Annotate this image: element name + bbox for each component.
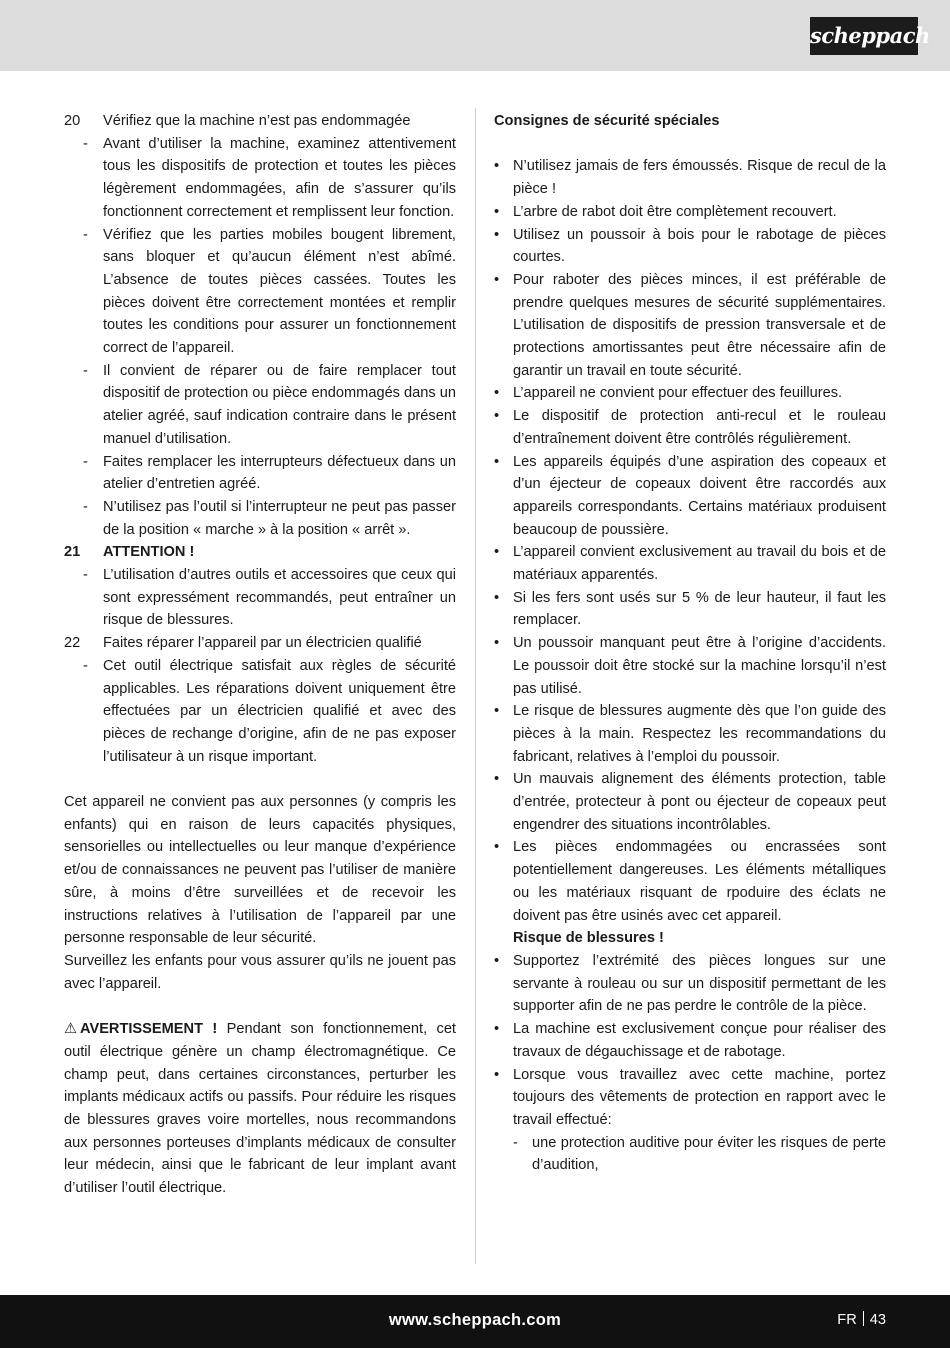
- bullet-item: • Pour raboter des pièces minces, il est préférable de prendre quelques mesures de sécurité supplémentaires. L’utilisation de dispositifs de pression transversale et de protections amortissantes peut être nécessaire afin de garantir un travail en toute sécurité.: [494, 269, 886, 383]
- bullet-marker: •: [494, 1021, 500, 1038]
- bullet-marker: •: [494, 589, 500, 606]
- item-title: Vérifiez que la machine n’est pas endommagée: [103, 113, 411, 129]
- paragraph-persons: Cet appareil ne convient pas aux personnes (y compris les enfants) qui en raison de leurs capacités physiques, sensorielles ou intellectuelles ou leur manque d’expérience et/ou de connaissances ne peuvent pas l’utiliser de manière sûre, à moins d’être surveillées et de recevoir les instructions relatives à l’utilisation de l’appareil par une personne responsable de leur sécurité.: [64, 794, 456, 947]
- page-header: [0, 0, 950, 71]
- bullet-item: • Un mauvais alignement des éléments protection, table d’entrée, protecteur à pont ou éjecteur de copeaux peut engendrer des situations incontrôlables.: [494, 768, 886, 836]
- bullet-marker: •: [494, 635, 500, 652]
- language-code: FR: [837, 1312, 857, 1328]
- bullet-marker: •: [494, 226, 500, 243]
- right-column: [494, 110, 886, 1177]
- warning-paragraph: [64, 1018, 456, 1200]
- sub-dash-item: - une protection auditive pour éviter les risques de perte d’audition,: [494, 1132, 886, 1177]
- left-column: [64, 110, 456, 1200]
- website-link[interactable]: www.scheppach.com: [388, 1311, 562, 1329]
- dash-marker: -: [83, 453, 88, 470]
- bullet-item: • Les appareils équipés d’une aspiration des copeaux et d’un éjecteur de copeaux doivent être raccordés aux appareils correspondants. Certains matériaux produisent beaucoup de poussière.: [494, 451, 886, 542]
- bullet-item: • N’utilisez jamais de fers émoussés. Risque de recul de la pièce !: [494, 155, 886, 200]
- dash-item: - Avant d’utiliser la machine, examinez attentivement tous les dispositifs de protection et toutes les pièces légèrement endommagées, afin de s’assurer qu’ils fonctionnent correctement et remplissent leur fonction.: [64, 133, 456, 224]
- warning-label: AVERTISSEMENT !: [80, 1021, 218, 1038]
- bullet-marker: •: [494, 544, 500, 561]
- bullet-marker: •: [494, 771, 500, 788]
- dash-marker: -: [83, 567, 88, 584]
- paragraph-children: Surveillez les enfants pour vous assurer qu’ils ne jouent pas avec l’appareil.: [64, 953, 456, 992]
- bullet-item: • L’arbre de rabot doit être complètement recouvert.: [494, 201, 886, 224]
- numbered-item-21: [64, 541, 456, 564]
- bullet-item: • L’appareil ne convient pour effectuer des feuillures.: [494, 382, 886, 405]
- dash-marker: -: [513, 1134, 518, 1151]
- numbered-item-20: [64, 110, 456, 133]
- warning-triangle-icon: ⚠: [64, 1021, 78, 1038]
- dash-item: - Cet outil électrique satisfait aux règles de sécurité applicables. Les réparations doivent uniquement être effectuées par un électricien qualifié et avec des pièces de rechange d’origine, afin de ne pas exposer l’utilisateur à un risque important.: [64, 655, 456, 769]
- bullet-item: • Supportez l’extrémité des pièces longues sur une servante à rouleau ou sur un dispositif permettant de les supporter afin de ne pas perdre le contrôle de la pièce.: [494, 950, 886, 1018]
- dash-item: - Vérifiez que les parties mobiles bougent librement, sans bloquer et qu’aucun élément n’est abîmé. L’absence de toutes pièces cassées. Toutes les pièces doivent être correctement montées et remplir toutes les conditions pour assurer un fonctionnement correct de l’appareil.: [64, 224, 456, 360]
- item-title: Faites réparer l’appareil par un électricien qualifié: [103, 635, 422, 652]
- page-indicator: [837, 1309, 886, 1331]
- dash-marker: -: [83, 498, 88, 515]
- bullet-marker: •: [494, 453, 500, 470]
- dash-item: - N’utilisez pas l’outil si l’interrupteur ne peut pas passer de la position « marche » à la position « arrêt ».: [64, 496, 456, 541]
- page-footer: [0, 1295, 950, 1348]
- bullet-marker: •: [494, 203, 500, 220]
- dash-marker: -: [83, 657, 88, 674]
- bullet-item: • L’appareil convient exclusivement au travail du bois et de matériaux apparentés.: [494, 541, 886, 586]
- numbered-item-22: [64, 632, 456, 655]
- bullet-item: • Un poussoir manquant peut être à l’origine d’accidents. Le poussoir doit être stocké sur la machine lorsqu’il n’est pas utilisé.: [494, 632, 886, 700]
- bullet-marker: •: [494, 408, 500, 425]
- bullet-marker: •: [494, 385, 500, 402]
- dash-item: - L’utilisation d’autres outils et accessoires que ceux qui sont expressément recommandés, peut entraîner un risque de blessures.: [64, 564, 456, 632]
- dash-marker: -: [83, 226, 88, 243]
- page-number: 43: [869, 1312, 886, 1328]
- warning-text: Pendant son fonctionnement, cet outil électrique génère un champ électromagnétique. Ce champ peut, dans certaines circonstances, perturber les implants médicaux actifs ou passifs. Pour réduire les risques de blessures graves voire mortelles, nous recommandons aux personnes porteuses d’implants médicaux de consulter leur médecin, ainsi que le fabricant de leur implant avant d’utiliser l’outil électrique.: [64, 1021, 456, 1197]
- injury-risk-label: Risque de blessures !: [513, 930, 664, 947]
- item-number: 20: [64, 113, 81, 129]
- bullet-item: • Lorsque vous travaillez avec cette machine, portez toujours des vêtements de protection en rapport avec le travail effectué:: [494, 1064, 886, 1132]
- bullet-item: • Le risque de blessures augmente dès que l’on guide des pièces à la main. Respectez les recommandations du fabricant, relatives à l’emploi du poussoir.: [494, 700, 886, 768]
- bullet-marker: •: [494, 1066, 500, 1083]
- bullet-marker: •: [494, 271, 500, 288]
- brand-logo[interactable]: scheppach: [810, 17, 918, 55]
- item-number: 22: [64, 635, 81, 652]
- bullet-item: • Les pièces endommagées ou encrassées sont potentiellement dangereuses. Les éléments métalliques ou les matériaux risquant de rpoduire des éclats ne doivent pas être usinés avec cet appareil. Risque de blessures !: [494, 836, 886, 950]
- dash-marker: -: [83, 362, 88, 379]
- bullet-item: • Si les fers sont usés sur 5 % de leur hauteur, il faut les remplacer.: [494, 587, 886, 632]
- bullet-item: • Le dispositif de protection anti-recul et le rouleau d’entraînement doivent être contrôlés régulièrement.: [494, 405, 886, 450]
- dash-item: - Faites remplacer les interrupteurs défectueux dans un atelier d’entretien agréé.: [64, 451, 456, 496]
- dash-item: - Il convient de réparer ou de faire remplacer tout dispositif de protection ou pièce endommagés dans un atelier agréé, sauf indication contraire dans le présent manuel d’utilisation.: [64, 360, 456, 451]
- bullet-marker: •: [494, 158, 500, 175]
- section-title: Consignes de sécurité spéciales: [494, 113, 720, 129]
- bullet-marker: •: [494, 839, 500, 856]
- bullet-marker: •: [494, 953, 500, 969]
- dash-marker: -: [83, 135, 88, 152]
- separator: [863, 1311, 864, 1326]
- bullet-marker: •: [494, 703, 500, 720]
- item-title: ATTENTION !: [103, 544, 195, 561]
- column-divider: [475, 108, 476, 1264]
- bullet-item: • Utilisez un poussoir à bois pour le rabotage de pièces courtes.: [494, 224, 886, 269]
- bullet-item: • La machine est exclusivement conçue pour réaliser des travaux de dégauchissage et de rabotage.: [494, 1018, 886, 1063]
- item-number: 21: [64, 544, 81, 561]
